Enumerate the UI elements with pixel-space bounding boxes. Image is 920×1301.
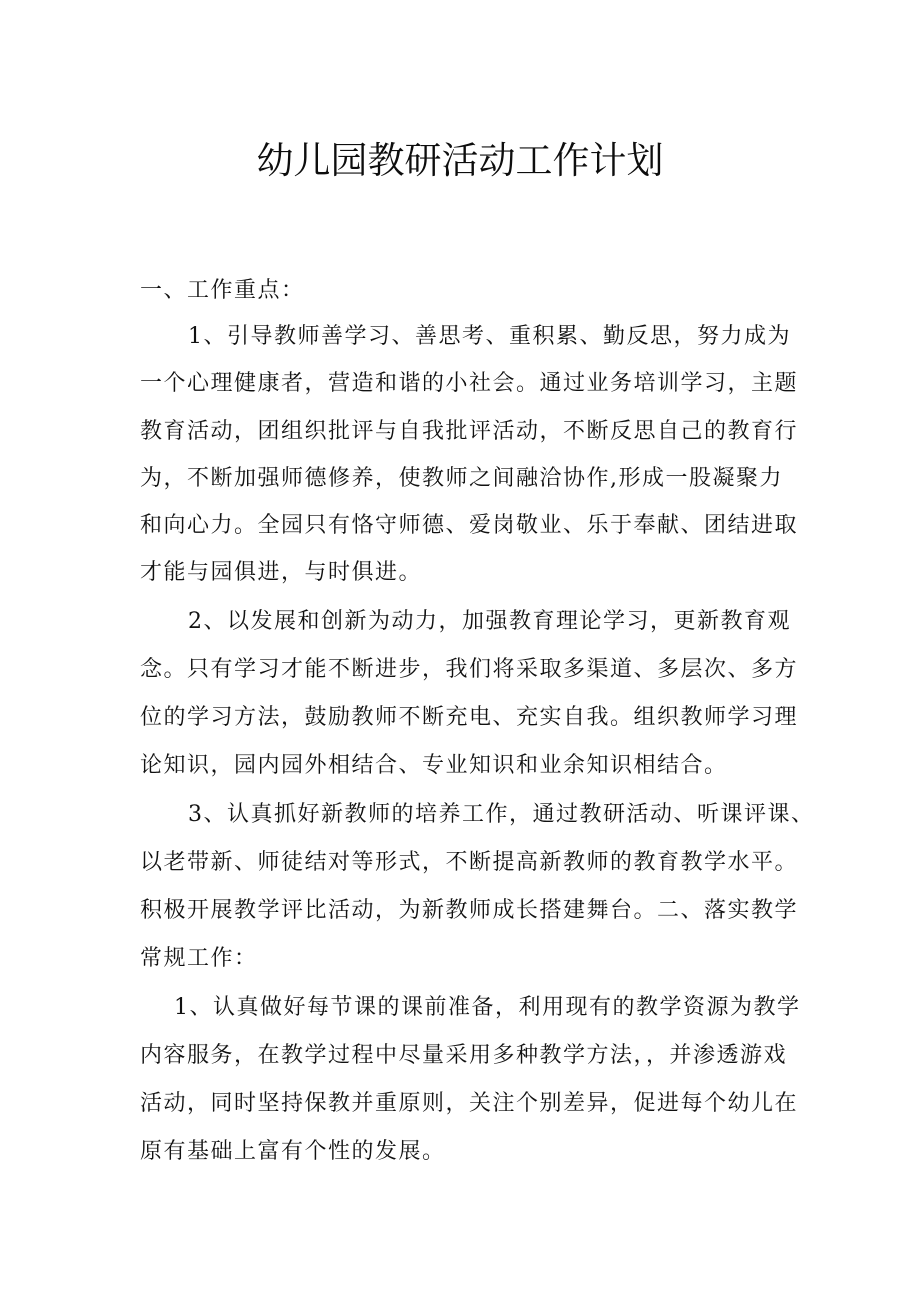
- paragraph-line: 才能与园俱进，与时俱进。: [140, 560, 423, 585]
- paragraph-line: 3、认真抓好新教师的培养工作，通过教研活动、听课评课、: [188, 802, 815, 827]
- paragraph-line: 2、以发展和创新为动力，加强教育理论学习，更新教育观: [188, 609, 791, 634]
- section-heading-work-focus: 一、工作重点：: [140, 278, 305, 303]
- paragraph-line: 以老带新、师徒结对等形式，不断提高新教师的教育教学水平。: [140, 850, 799, 875]
- paragraph-line: 原有基础上富有个性的发展。: [140, 1139, 446, 1164]
- paragraph-line: 积极开展教学评比活动，为新教师成长搭建舞台。二、落实教学: [140, 898, 799, 923]
- paragraph-line: 念。只有学习才能不断进步，我们将采取多渠道、多层次、多方: [140, 657, 799, 682]
- paragraph-line: 内容服务，在教学过程中尽量采用多种教学方法，，并渗透游戏: [140, 1043, 788, 1068]
- paragraph-line: 论知识，园内园外相结合、专业知识和业余知识相结合。: [140, 753, 728, 778]
- paragraph-line: 1、引导教师善学习、善思考、重积累、勤反思，努力成为: [188, 324, 791, 349]
- document-title: 幼儿园教研活动工作计划: [256, 139, 664, 182]
- paragraph-line: 活动，同时坚持保教并重原则，关注个别差异，促进每个幼儿在: [140, 1091, 799, 1116]
- paragraph-line: 教育活动，团组织批评与自我批评活动，不断反思自己的教育行: [140, 419, 799, 444]
- paragraph-line: 为，不断加强师德修养，使教师之间融洽协作,形成一股凝聚力: [140, 466, 783, 491]
- paragraph-line: 位的学习方法，鼓励教师不断充电、充实自我。组织教师学习理: [140, 705, 799, 730]
- paragraph-line: 一个心理健康者，营造和谐的小社会。通过业务培训学习，主题: [140, 371, 799, 396]
- paragraph-line: 和向心力。全园只有恪守师德、爱岗敬业、乐于奉献、团结进取: [140, 513, 799, 538]
- paragraph-line: 常规工作：: [140, 946, 258, 971]
- paragraph-line: 1、认真做好每节课的课前准备，利用现有的教学资源为教学: [174, 995, 801, 1020]
